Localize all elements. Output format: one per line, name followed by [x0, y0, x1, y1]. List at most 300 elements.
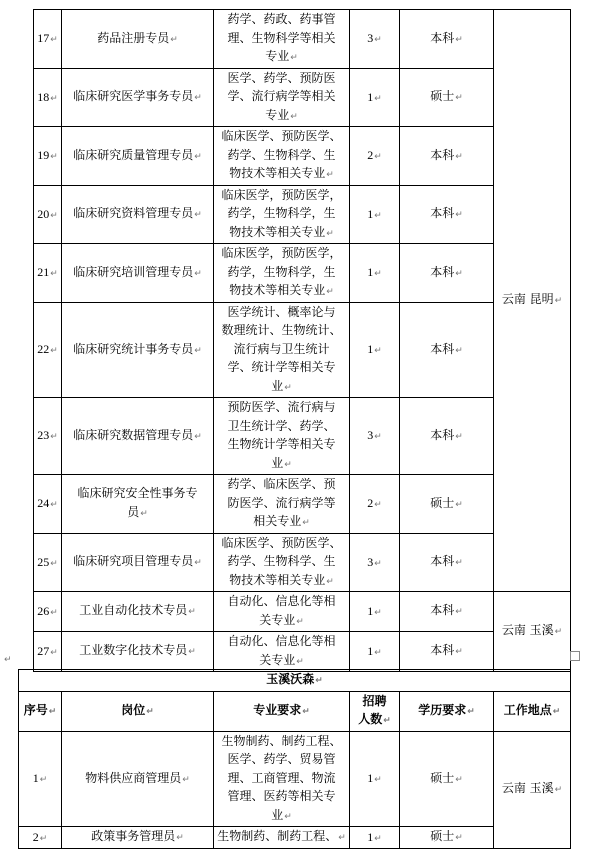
header-row [19, 691, 571, 731]
major-line [216, 244, 347, 263]
count-text: 1 [367, 771, 374, 785]
header-count-text: 招聘 [362, 693, 387, 708]
paragraph-mark: ↵ [194, 558, 202, 568]
major-line [216, 127, 347, 146]
paragraph-mark: ↵ [296, 656, 304, 667]
paragraph-mark: ↵ [50, 431, 58, 442]
education-text: 硕士 [430, 829, 455, 843]
major-cell [214, 10, 350, 69]
count-cell [350, 302, 400, 398]
major-text: 临床医学、预防医学、 [221, 535, 342, 550]
major-text: 医学统计、概率论与 [227, 304, 336, 319]
major-line [216, 321, 347, 340]
major-line [216, 806, 347, 827]
header-count-text: 人数 [358, 712, 383, 726]
paragraph-mark: ↵ [182, 774, 190, 785]
major-text: 关专业 [259, 652, 296, 667]
paragraph-mark: ↵ [554, 627, 563, 638]
count-text: 2 [367, 496, 374, 510]
header-position [62, 691, 214, 731]
row-number: 27 [37, 643, 50, 658]
major-text: 相关专业 [253, 514, 302, 528]
header-position-text: 岗位 [121, 702, 146, 717]
paragraph-mark: ↵ [455, 607, 463, 618]
major-text: 业 [271, 378, 284, 393]
paragraph-mark: ↵ [455, 558, 463, 568]
paragraph-mark: ↵ [50, 34, 58, 44]
education-cell [400, 475, 494, 534]
paragraph-mark: ↵ [374, 832, 382, 843]
education-text: 本科 [430, 264, 455, 279]
paragraph-mark: ↵ [338, 833, 346, 843]
paragraph-mark: ↵ [284, 811, 292, 822]
major-text: 关专业 [259, 612, 296, 627]
paragraph-mark: ↵ [290, 53, 298, 63]
paragraph-mark: ↵ [296, 616, 304, 627]
position-text: 工业数字化技术专员 [79, 643, 188, 658]
row-number: 17 [37, 31, 50, 45]
major-cell [214, 185, 350, 244]
count-text: 1 [367, 342, 374, 356]
paragraph-mark: ↵ [374, 646, 382, 657]
paragraph-mark: ↵ [455, 499, 463, 510]
table-row [34, 185, 571, 244]
major-text: 理、工商管理、物流 [227, 770, 336, 785]
major-line [216, 47, 347, 68]
position-text: 临床研究数据管理专员 [73, 427, 194, 442]
major-text: 理、生物科学等相关 [227, 30, 336, 45]
paragraph-mark: ↵ [374, 606, 382, 617]
row-number: 19 [37, 148, 50, 162]
major-line [216, 87, 347, 106]
major-text: 临床医学，预防医学， [221, 187, 342, 202]
education-text: 本科 [430, 147, 455, 162]
paragraph-mark: ↵ [455, 345, 463, 356]
count-text: 3 [367, 428, 374, 443]
paragraph-mark: ↵ [374, 431, 382, 442]
paragraph-mark: ↵ [455, 34, 463, 45]
education-cell [400, 68, 494, 127]
paragraph-mark: ↵ [290, 111, 298, 122]
paragraph-mark: ↵ [455, 151, 463, 162]
row-number-cell [34, 302, 62, 398]
position-text: 工业自动化技术专员 [79, 603, 188, 618]
major-line [216, 223, 347, 244]
major-line [216, 732, 347, 751]
row-number: 23 [37, 428, 50, 443]
major-text: 药学、临床医学、预 [227, 477, 336, 491]
paragraph-mark: ↵ [39, 774, 48, 784]
header-location-text: 工作地点 [503, 702, 552, 717]
major-cell [214, 302, 350, 398]
row-number: 20 [37, 206, 50, 221]
count-text: 1 [367, 603, 374, 618]
major-line [216, 475, 347, 494]
paragraph-mark: ↵ [50, 209, 58, 220]
major-line [216, 769, 347, 788]
paragraph-mark: ↵ [374, 209, 382, 220]
table-row [19, 731, 571, 827]
major-line [216, 632, 347, 651]
paragraph-mark: ↵ [50, 92, 58, 103]
paragraph-mark: ↵ [194, 268, 202, 279]
table-row [34, 398, 571, 475]
major-text: 流行病与卫生统计 [233, 341, 330, 356]
count-cell [350, 827, 400, 849]
major-line [216, 146, 347, 165]
major-text: 卫生统计学、药学、 [227, 418, 336, 433]
paragraph-mark: ↵ [4, 655, 12, 665]
row-number: 21 [37, 265, 50, 279]
major-line [216, 571, 347, 592]
paragraph-mark: ↵ [374, 34, 382, 44]
paragraph-mark: ↵ [326, 287, 334, 297]
major-text: 物技术等相关专业 [229, 224, 326, 239]
education-text: 本科 [430, 603, 455, 618]
row-number: 25 [37, 554, 50, 569]
education-text: 硕士 [430, 89, 455, 103]
header-count-line [352, 692, 397, 711]
table-resize-handle[interactable] [570, 651, 580, 661]
position-text: 临床研究统计事务专员 [73, 341, 194, 356]
education-cell [400, 731, 494, 827]
education-text: 本科 [430, 206, 455, 220]
major-text: 医学、药学、贸易管 [227, 752, 336, 766]
header-major-text: 专业要求 [253, 702, 302, 717]
major-line [216, 29, 347, 48]
yuxi-walvax-table [18, 669, 571, 849]
paragraph-mark: ↵ [374, 345, 382, 355]
position-text: 药品注册专员 [97, 30, 170, 45]
major-line [216, 494, 347, 513]
major-text: 学、流行病学等相关 [227, 89, 336, 103]
position-cell [62, 185, 214, 244]
count-cell [350, 398, 400, 475]
location-text: 云南 玉溪 [501, 623, 554, 638]
row-number-cell [19, 731, 62, 827]
paragraph-mark: ↵ [374, 92, 382, 103]
paragraph-mark: ↵ [467, 706, 475, 717]
education-cell [400, 185, 494, 244]
paragraph-mark: ↵ [39, 832, 48, 843]
education-text: 本科 [430, 341, 455, 356]
paragraph-mark: ↵ [554, 785, 563, 796]
major-line [216, 611, 347, 632]
major-text: 物技术等相关专业 [229, 283, 326, 297]
table-row [34, 533, 571, 592]
major-cell [214, 827, 350, 849]
header-education-text: 学历要求 [418, 702, 467, 717]
paragraph-mark: ↵ [194, 151, 202, 162]
major-line [216, 454, 347, 475]
position-cell [62, 731, 214, 827]
header-location [494, 691, 571, 731]
row-number: 22 [37, 342, 50, 356]
location-cell-yuxi [494, 592, 571, 672]
position-cell [62, 632, 214, 672]
position-line [64, 484, 211, 503]
company-title-row [19, 670, 571, 692]
count-cell [350, 592, 400, 632]
major-line [216, 651, 347, 672]
paragraph-mark: ↵ [50, 345, 58, 355]
position-text: 物料供应商管理员 [85, 770, 182, 785]
row-number-cell [34, 68, 62, 127]
paragraph-mark: ↵ [284, 382, 292, 393]
major-line [216, 69, 347, 88]
major-text: 生物制药、制药工程、 [217, 829, 338, 843]
paragraph-mark: ↵ [146, 706, 154, 717]
paragraph-mark: ↵ [455, 431, 463, 442]
table-row [34, 475, 571, 534]
paragraph-mark: ↵ [176, 833, 184, 843]
position-text: 临床研究质量管理专员 [73, 147, 194, 162]
major-cell [214, 398, 350, 475]
major-text: 防医学、流行病学等 [227, 495, 336, 510]
major-text: 药学、药政、药事管 [227, 12, 336, 26]
major-cell [214, 475, 350, 534]
row-number-cell [34, 10, 62, 69]
location-text: 云南 昆明 [501, 292, 554, 307]
position-text: 政策事务管理员 [91, 829, 176, 843]
position-cell [62, 10, 214, 69]
row-number: 26 [37, 603, 50, 618]
paragraph-mark: ↵ [194, 345, 202, 356]
major-text: 物技术等相关专业 [229, 572, 326, 587]
position-text: 临床研究医学事务专员 [73, 89, 194, 103]
row-number-cell [19, 827, 62, 849]
major-cell [214, 68, 350, 127]
position-cell [62, 68, 214, 127]
paragraph-mark: ↵ [302, 706, 310, 717]
count-text: 1 [367, 643, 374, 658]
count-text: 3 [367, 31, 374, 45]
position-cell [62, 592, 214, 632]
paragraph-mark: ↵ [50, 557, 58, 568]
major-line [216, 106, 347, 127]
major-text: 药学、生物科学、生 [227, 554, 336, 568]
row-number: 24 [37, 496, 50, 510]
header-major [214, 691, 350, 731]
major-line [216, 377, 347, 398]
education-cell [400, 533, 494, 592]
education-text: 本科 [430, 554, 455, 568]
row-number-cell [34, 592, 62, 632]
table-row [34, 302, 571, 398]
major-text: 专业 [265, 107, 290, 122]
major-text: 学、统计学等相关专 [227, 360, 336, 374]
major-line [216, 398, 347, 417]
position-text: 临床研究安全性事务专 [77, 486, 198, 501]
education-cell [400, 592, 494, 632]
company-title [19, 670, 571, 692]
paragraph-mark: ↵ [383, 716, 391, 726]
paragraph-mark: ↵ [50, 151, 58, 161]
recruitment-table-continued [33, 9, 571, 672]
table-row [34, 127, 571, 186]
major-line [216, 164, 347, 185]
paragraph-mark: ↵ [374, 774, 382, 784]
major-cell [214, 533, 350, 592]
row-number-cell [34, 475, 62, 534]
count-cell [350, 185, 400, 244]
location-cell [494, 731, 571, 848]
location-text: 云南 玉溪 [501, 781, 554, 796]
major-line [216, 435, 347, 454]
paragraph-mark: ↵ [326, 170, 334, 180]
major-text: 业 [271, 807, 284, 822]
position-text: 员 [127, 504, 140, 519]
education-text: 本科 [430, 427, 455, 442]
paragraph-mark: ↵ [554, 296, 563, 307]
table-row [34, 10, 571, 69]
position-cell [62, 244, 214, 303]
paragraph-mark: ↵ [374, 268, 382, 278]
major-cell [214, 244, 350, 303]
paragraph-mark: ↵ [374, 499, 382, 509]
table-row [34, 592, 571, 632]
row-number: 1 [32, 771, 39, 785]
paragraph-mark: ↵ [455, 647, 463, 658]
header-education [400, 691, 494, 731]
major-text: 管理、医药等相关专 [227, 789, 336, 803]
table-row [34, 244, 571, 303]
paragraph-mark: ↵ [50, 499, 58, 509]
row-number-cell [34, 533, 62, 592]
count-cell [350, 533, 400, 592]
paragraph-mark: ↵ [455, 774, 463, 785]
paragraph-mark: ↵ [455, 268, 463, 279]
row-number-cell [34, 127, 62, 186]
paragraph-mark: ↵ [326, 228, 334, 239]
count-text: 2 [367, 148, 374, 162]
major-line [216, 358, 347, 377]
position-cell [62, 127, 214, 186]
education-cell [400, 10, 494, 69]
major-line [216, 263, 347, 282]
major-text: 业 [271, 455, 284, 470]
education-cell [400, 302, 494, 398]
education-text: 硕士 [430, 770, 455, 785]
location-cell-kunming [494, 10, 571, 592]
major-text: 医学、药学、预防医 [227, 70, 336, 85]
header-no-text: 序号 [23, 702, 48, 717]
major-cell [214, 731, 350, 827]
position-cell [62, 302, 214, 398]
paragraph-mark: ↵ [374, 557, 382, 568]
major-text: 临床医学，预防医学， [221, 246, 342, 260]
major-line [216, 787, 347, 806]
education-cell [400, 127, 494, 186]
table-right-border [570, 9, 571, 651]
position-text: 临床研究资料管理专员 [73, 206, 194, 220]
count-cell [350, 10, 400, 69]
major-text: 专业 [265, 49, 290, 63]
header-no [19, 691, 62, 731]
row-number-cell [34, 185, 62, 244]
major-line [216, 552, 347, 571]
major-line [216, 534, 347, 553]
education-text: 本科 [430, 30, 455, 45]
row-number: 18 [37, 89, 50, 104]
company-title-text: 玉溪沃森 [266, 672, 315, 686]
education-cell [400, 827, 494, 849]
paragraph-mark: ↵ [50, 606, 58, 617]
paragraph-mark: ↵ [194, 93, 202, 103]
major-line [216, 592, 347, 611]
paragraph-mark: ↵ [50, 268, 58, 278]
row-number-cell [34, 244, 62, 303]
major-text: 物技术等相关专业 [229, 166, 326, 180]
major-cell [214, 632, 350, 672]
count-cell [350, 731, 400, 827]
count-cell [350, 475, 400, 534]
major-cell [214, 592, 350, 632]
major-line [216, 10, 347, 29]
table-row [19, 827, 571, 849]
paragraph-mark: ↵ [552, 706, 561, 717]
major-line [216, 750, 347, 769]
major-text: 药学，生物科学，生 [227, 264, 336, 279]
major-text: 药学，生物科学，生 [227, 206, 336, 220]
education-text: 本科 [430, 643, 455, 658]
paragraph-mark: ↵ [194, 210, 202, 220]
count-cell [350, 632, 400, 672]
education-text: 硕士 [430, 495, 455, 510]
major-line [216, 827, 347, 848]
position-cell [62, 475, 214, 534]
major-text: 生物统计学等相关专 [227, 437, 336, 451]
count-cell [350, 127, 400, 186]
header-count [350, 691, 400, 731]
paragraph-mark: ↵ [140, 508, 148, 519]
paragraph-mark: ↵ [170, 34, 178, 45]
major-line [216, 303, 347, 322]
count-cell [350, 244, 400, 303]
row-number-cell [34, 398, 62, 475]
count-text: 1 [367, 206, 374, 221]
position-cell [62, 533, 214, 592]
major-text: 生物制药、制药工程、 [221, 733, 342, 748]
major-text: 数理统计、生物统计、 [221, 323, 342, 337]
paragraph-mark: ↵ [284, 459, 292, 470]
position-line [64, 503, 211, 524]
position-text: 临床研究培训管理专员 [73, 264, 194, 279]
count-cell [350, 68, 400, 127]
position-text: 临床研究项目管理专员 [73, 554, 194, 568]
count-text: 1 [367, 89, 374, 104]
position-cell [62, 398, 214, 475]
paragraph-mark: ↵ [302, 518, 310, 528]
major-line [216, 204, 347, 223]
table-row [34, 632, 571, 672]
major-text: 自动化、信息化等相 [227, 594, 336, 608]
paragraph-mark: ↵ [188, 607, 196, 618]
paragraph-mark: ↵ [50, 646, 58, 657]
paragraph-mark: ↵ [326, 576, 334, 587]
paragraph-mark: ↵ [315, 676, 323, 686]
paragraph-mark: ↵ [194, 431, 202, 442]
major-line [216, 186, 347, 205]
row-number: 2 [32, 829, 39, 844]
paragraph-mark: ↵ [48, 706, 57, 717]
education-cell [400, 398, 494, 475]
major-text: 药学、生物科学、生 [227, 147, 336, 162]
major-line [216, 417, 347, 436]
paragraph-mark: ↵ [455, 210, 463, 220]
education-cell [400, 632, 494, 672]
major-text: 自动化、信息化等相 [227, 634, 336, 648]
